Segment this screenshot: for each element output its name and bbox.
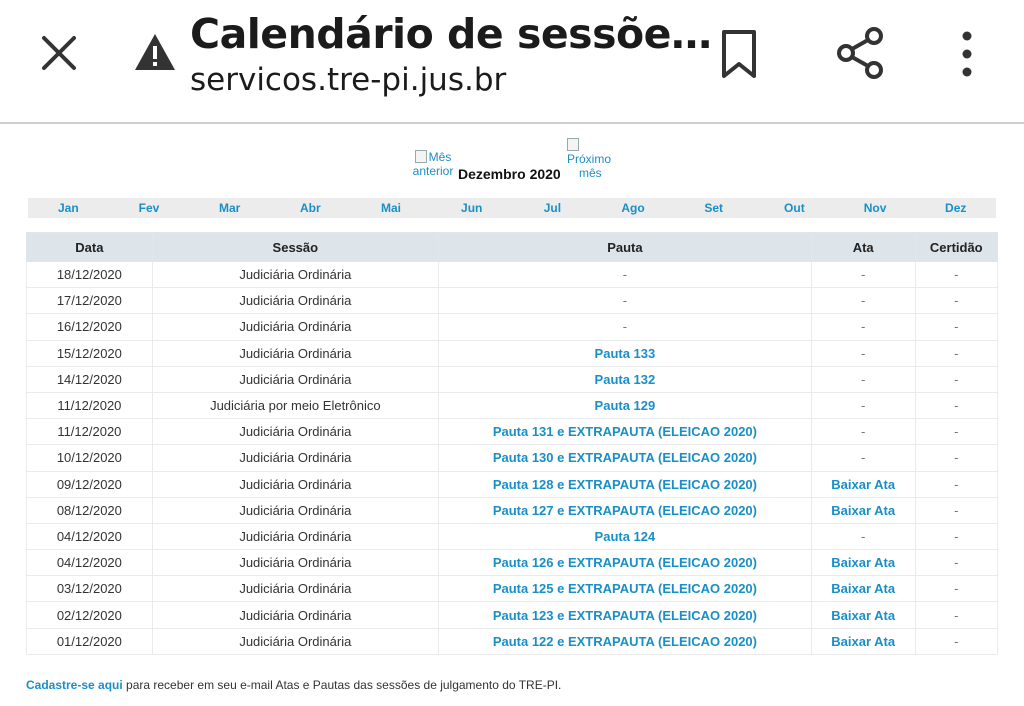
cell-sessao: Judiciária Ordinária <box>152 262 438 288</box>
cell-pauta[interactable]: Pauta 123 e EXTRAPAUTA (ELEICAO 2020) <box>438 602 811 628</box>
cell-ata: - <box>811 419 915 445</box>
cell-certidao: - <box>915 445 997 471</box>
month-link-jan[interactable]: Jan <box>57 201 79 215</box>
cell-pauta: - <box>438 262 811 288</box>
cell-sessao: Judiciária Ordinária <box>152 314 438 340</box>
footer-note <box>26 678 561 692</box>
cell-certidao: - <box>915 340 997 366</box>
cell-sessao: Judiciária Ordinária <box>152 419 438 445</box>
close-icon[interactable] <box>36 30 82 76</box>
table-header-row <box>27 233 998 262</box>
broken-image-icon <box>415 150 427 163</box>
table-row <box>27 628 998 654</box>
cell-sessao: Judiciária Ordinária <box>152 340 438 366</box>
header-certidao: Certidão <box>915 233 997 262</box>
page-title: Calendário de sessõe… <box>190 10 712 58</box>
cell-certidao: - <box>915 550 997 576</box>
cell-data: 03/12/2020 <box>27 576 153 602</box>
month-link-fev[interactable]: Fev <box>138 201 160 215</box>
cell-sessao: Judiciária Ordinária <box>152 576 438 602</box>
footer-text: para receber em seu e-mail Atas e Pautas das sessões de julgamento do TRE-PI. <box>122 678 562 692</box>
previous-month-link[interactable]: Mês anterior <box>412 150 454 178</box>
cell-certidao: - <box>915 262 997 288</box>
cell-certidao: - <box>915 419 997 445</box>
cell-pauta[interactable]: Pauta 125 e EXTRAPAUTA (ELEICAO 2020) <box>438 576 811 602</box>
cell-data: 11/12/2020 <box>27 419 153 445</box>
cell-certidao: - <box>915 497 997 523</box>
table-row <box>27 366 998 392</box>
cell-sessao: Judiciária Ordinária <box>152 602 438 628</box>
header-data: Data <box>27 233 153 262</box>
month-link-mai[interactable]: Mai <box>381 201 402 215</box>
cell-ata[interactable]: Baixar Ata <box>811 497 915 523</box>
month-link-dez[interactable]: Dez <box>945 201 967 215</box>
month-link-ago[interactable]: Ago <box>621 201 645 215</box>
cell-certidao: - <box>915 366 997 392</box>
cell-certidao: - <box>915 523 997 549</box>
table-row <box>27 576 998 602</box>
signup-link[interactable]: Cadastre-se aqui <box>26 678 123 692</box>
cell-ata: - <box>811 523 915 549</box>
month-selector <box>28 198 996 218</box>
table-row <box>27 340 998 366</box>
cell-certidao: - <box>915 471 997 497</box>
table-row <box>27 602 998 628</box>
cell-pauta[interactable]: Pauta 124 <box>438 523 811 549</box>
current-month: Dezembro 2020 <box>458 166 561 182</box>
month-link-nov[interactable]: Nov <box>863 201 887 215</box>
cell-data: 17/12/2020 <box>27 288 153 314</box>
table-row <box>27 392 998 418</box>
broken-image-icon <box>567 138 579 151</box>
month-link-jun[interactable]: Jun <box>461 201 483 215</box>
page-url[interactable]: servicos.tre-pi.jus.br <box>190 62 507 98</box>
cell-data: 01/12/2020 <box>27 628 153 654</box>
table-row <box>27 550 998 576</box>
cell-sessao: Judiciária Ordinária <box>152 471 438 497</box>
sessions-table <box>26 232 998 655</box>
browser-toolbar <box>0 0 1024 124</box>
cell-ata[interactable]: Baixar Ata <box>811 628 915 654</box>
cell-data: 04/12/2020 <box>27 523 153 549</box>
cell-sessao: Judiciária Ordinária <box>152 288 438 314</box>
cell-ata: - <box>811 366 915 392</box>
cell-data: 09/12/2020 <box>27 471 153 497</box>
cell-ata: - <box>811 392 915 418</box>
cell-certidao: - <box>915 288 997 314</box>
cell-sessao: Judiciária Ordinária <box>152 628 438 654</box>
header-pauta: Pauta <box>438 233 811 262</box>
cell-sessao: Judiciária Ordinária <box>152 445 438 471</box>
cell-data: 08/12/2020 <box>27 497 153 523</box>
cell-certidao: - <box>915 602 997 628</box>
table-row <box>27 314 998 340</box>
cell-certidao: - <box>915 392 997 418</box>
cell-ata[interactable]: Baixar Ata <box>811 576 915 602</box>
cell-pauta[interactable]: Pauta 126 e EXTRAPAUTA (ELEICAO 2020) <box>438 550 811 576</box>
cell-ata[interactable]: Baixar Ata <box>811 471 915 497</box>
month-link-set[interactable]: Set <box>704 201 724 215</box>
month-navigation <box>0 138 1024 186</box>
month-link-abr[interactable]: Abr <box>300 201 321 215</box>
header-sessao: Sessão <box>152 233 438 262</box>
next-month-link[interactable]: Próximo mês <box>567 138 619 180</box>
cell-data: 04/12/2020 <box>27 550 153 576</box>
share-icon[interactable] <box>834 26 888 80</box>
month-link-mar[interactable]: Mar <box>219 201 241 215</box>
table-row <box>27 523 998 549</box>
bookmark-icon[interactable] <box>716 28 762 80</box>
cell-data: 14/12/2020 <box>27 366 153 392</box>
month-link-jul[interactable]: Jul <box>543 201 562 215</box>
month-link-out[interactable]: Out <box>784 201 805 215</box>
cell-certidao: - <box>915 576 997 602</box>
cell-pauta: - <box>438 314 811 340</box>
cell-data: 11/12/2020 <box>27 392 153 418</box>
cell-sessao: Judiciária Ordinária <box>152 366 438 392</box>
cell-data: 18/12/2020 <box>27 262 153 288</box>
table-row <box>27 497 998 523</box>
cell-data: 10/12/2020 <box>27 445 153 471</box>
cell-sessao: Judiciária Ordinária <box>152 497 438 523</box>
cell-pauta[interactable]: Pauta 122 e EXTRAPAUTA (ELEICAO 2020) <box>438 628 811 654</box>
table-row <box>27 419 998 445</box>
cell-ata: - <box>811 262 915 288</box>
cell-ata: - <box>811 288 915 314</box>
cell-sessao: Judiciária Ordinária <box>152 523 438 549</box>
cell-sessao: Judiciária por meio Eletrônico <box>152 392 438 418</box>
cell-pauta[interactable]: Pauta 129 <box>438 392 811 418</box>
cell-sessao: Judiciária Ordinária <box>152 550 438 576</box>
cell-pauta[interactable]: Pauta 131 e EXTRAPAUTA (ELEICAO 2020) <box>438 419 811 445</box>
cell-certidao: - <box>915 314 997 340</box>
cell-pauta: - <box>438 288 811 314</box>
cell-ata[interactable]: Baixar Ata <box>811 602 915 628</box>
table-row <box>27 471 998 497</box>
cell-pauta[interactable]: Pauta 128 e EXTRAPAUTA (ELEICAO 2020) <box>438 471 811 497</box>
warning-icon[interactable] <box>134 32 176 72</box>
table-row <box>27 445 998 471</box>
cell-ata: - <box>811 340 915 366</box>
cell-data: 02/12/2020 <box>27 602 153 628</box>
header-ata: Ata <box>811 233 915 262</box>
cell-pauta[interactable]: Pauta 132 <box>438 366 811 392</box>
more-vert-icon[interactable] <box>952 28 982 80</box>
cell-ata: - <box>811 314 915 340</box>
cell-pauta[interactable]: Pauta 130 e EXTRAPAUTA (ELEICAO 2020) <box>438 445 811 471</box>
cell-certidao: - <box>915 628 997 654</box>
table-row <box>27 288 998 314</box>
cell-data: 15/12/2020 <box>27 340 153 366</box>
cell-data: 16/12/2020 <box>27 314 153 340</box>
cell-pauta[interactable]: Pauta 127 e EXTRAPAUTA (ELEICAO 2020) <box>438 497 811 523</box>
table-row <box>27 262 998 288</box>
cell-ata: - <box>811 445 915 471</box>
cell-pauta[interactable]: Pauta 133 <box>438 340 811 366</box>
cell-ata[interactable]: Baixar Ata <box>811 550 915 576</box>
